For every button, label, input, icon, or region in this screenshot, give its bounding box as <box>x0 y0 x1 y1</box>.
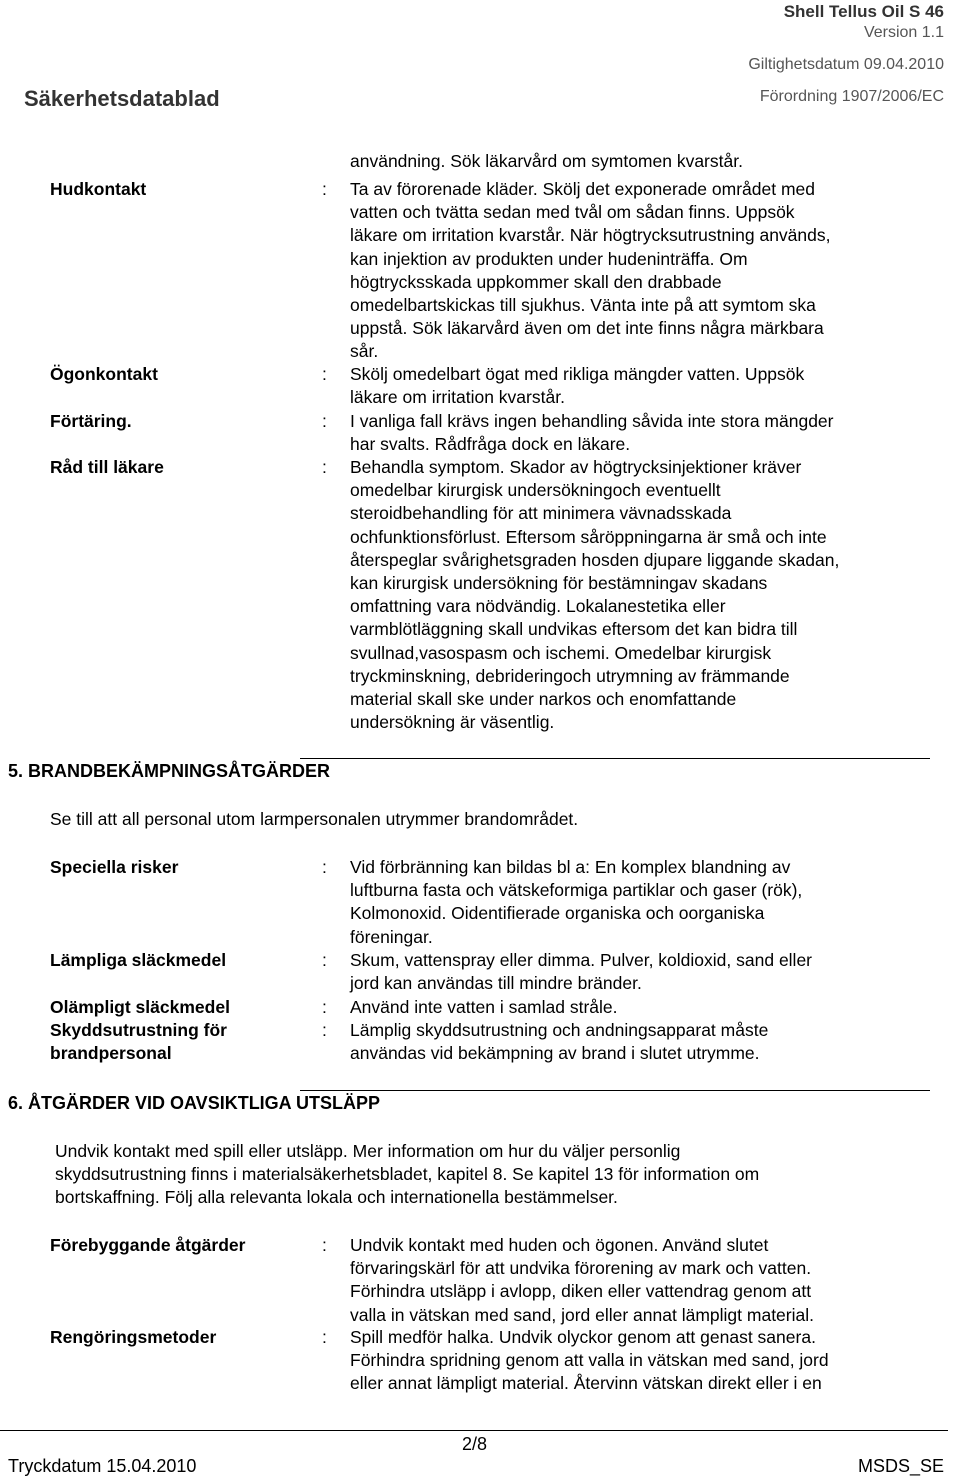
section5-intro: Se till att all personal utom larmpersonalen utrymmer brandområdet. <box>50 809 579 829</box>
section6-intro: Undvik kontakt med spill eller utsläpp. Mer information om hur du väljer personlig skyddsutrustning finns i materialsäkerhetsbladet, kapitel 8. Se kapitel 13 för information om bortskaffning. Följ alla relevanta lokala och internationella bestämmelser. <box>55 1141 760 1208</box>
footer-rule <box>0 1430 948 1431</box>
regulation: Förordning 1907/2006/EC <box>759 88 944 105</box>
version: Version 1.1 <box>863 24 944 41</box>
section6-rule <box>300 1090 930 1091</box>
item-value: Lämplig skyddsutrustning och andningsapparat måste användas vid bekämpning av brand i slutet utrymme. <box>350 1020 769 1064</box>
validity-date: Giltighetsdatum 09.04.2010 <box>748 56 944 73</box>
item-value: Vid förbränning kan bildas bl a: En komplex blandning av luftburna fasta och vätskeformiga partiklar och gaser (rök), Kolmonoxid. Oidentifierade organiska och oorganiska föreningar. <box>350 857 803 947</box>
item-label: Olämpligt släckmedel <box>50 997 230 1017</box>
product-name: Shell Tellus Oil S 46 <box>783 2 944 21</box>
item-label: Förebyggande åtgärder <box>50 1235 246 1255</box>
item-label: Ögonkontakt <box>50 364 158 384</box>
document-code: MSDS_SE <box>857 1456 944 1476</box>
print-date: Tryckdatum 15.04.2010 <box>8 1456 197 1476</box>
item-value: Använd inte vatten i samlad stråle. <box>350 997 618 1017</box>
item-value: Undvik kontakt med huden och ögonen. Använd slutet förvaringskärl för att undvika förorening av mark och vatten. Förhindra utsläpp i avlopp, diken eller vattendrag genom att valla in vätskan med sand, jord eller annat lämpligt material. <box>350 1235 814 1325</box>
item-value: Ta av förorenade kläder. Skölj det exponerade området med vatten och tvätta sedan med tvål om sådan finns. Uppsök läkare om irritation kvarstår. När högtrycksutrustning används, kan injektion av produkten under hudeninträffa. Om högtrycksskada uppkommer skall den drabbade omedelbartskickas till sjukhus. Vänta inte på att symtom ska uppstå. Sök läkarvård även om det inte finns några märkbara sår. <box>350 179 831 362</box>
item-value: Behandla symptom. Skador av högtrycksinjektioner kräver omedelbar kirurgisk undersökningoch eventuellt steroidbehandling för att minimera vävnadsskada ochfunktionsförlust. Eftersom såröppningarna är små och inte återspeglar svårighetsgraden hosden djupare liggande skadan, kan kirurgisk undersökning för bestämningav skadans omfattning vara nödvändig. Lokalanestetika eller varmblötläggning skall undvikas eftersom det kan bidra till svullnad,vasospasm och ischemi. Omedelbar kirurgisk tryckminskning, debrideringoch utrymning av främmande material skall ske under narkos och enomfattande undersökning är väsentlig. <box>350 457 840 733</box>
document-title: Säkerhetsdatablad <box>24 86 220 111</box>
item-label: Råd till läkare <box>50 457 164 477</box>
section5-title: 5. BRANDBEKÄMPNINGSÅTGÄRDER <box>8 761 331 781</box>
item-value: Spill medför halka. Undvik olyckor genom att genast sanera. Förhindra spridning genom att valla in vätskan med sand, jord eller annat lämpligt material. Återvinn vätskan direkt eller i en <box>350 1327 829 1394</box>
item-value: Skum, vattenspray eller dimma. Pulver, koldioxid, sand eller jord kan användas till mindre bränder. <box>350 950 813 994</box>
item-label: Skyddsutrustning för brandpersonal <box>50 1020 227 1064</box>
item-label: Lämpliga släckmedel <box>50 950 227 970</box>
item-value: I vanliga fall krävs ingen behandling såvida inte stora mängder har svalts. Rådfråga dock en läkare. <box>350 411 834 455</box>
item-label: Hudkontakt <box>50 179 147 199</box>
item-label: Rengöringsmetoder <box>50 1327 217 1347</box>
item-label: Förtäring. <box>50 411 132 431</box>
item-label: Speciella risker <box>50 857 179 877</box>
item-value: Skölj omedelbart ögat med rikliga mängder vatten. Uppsök läkare om irritation kvarstår. <box>350 364 805 408</box>
section6-title: 6. ÅTGÄRDER VID OAVSIKTLIGA UTSLÄPP <box>8 1093 381 1113</box>
section5-rule <box>300 758 930 759</box>
page-number: 2/8 <box>462 1434 488 1454</box>
